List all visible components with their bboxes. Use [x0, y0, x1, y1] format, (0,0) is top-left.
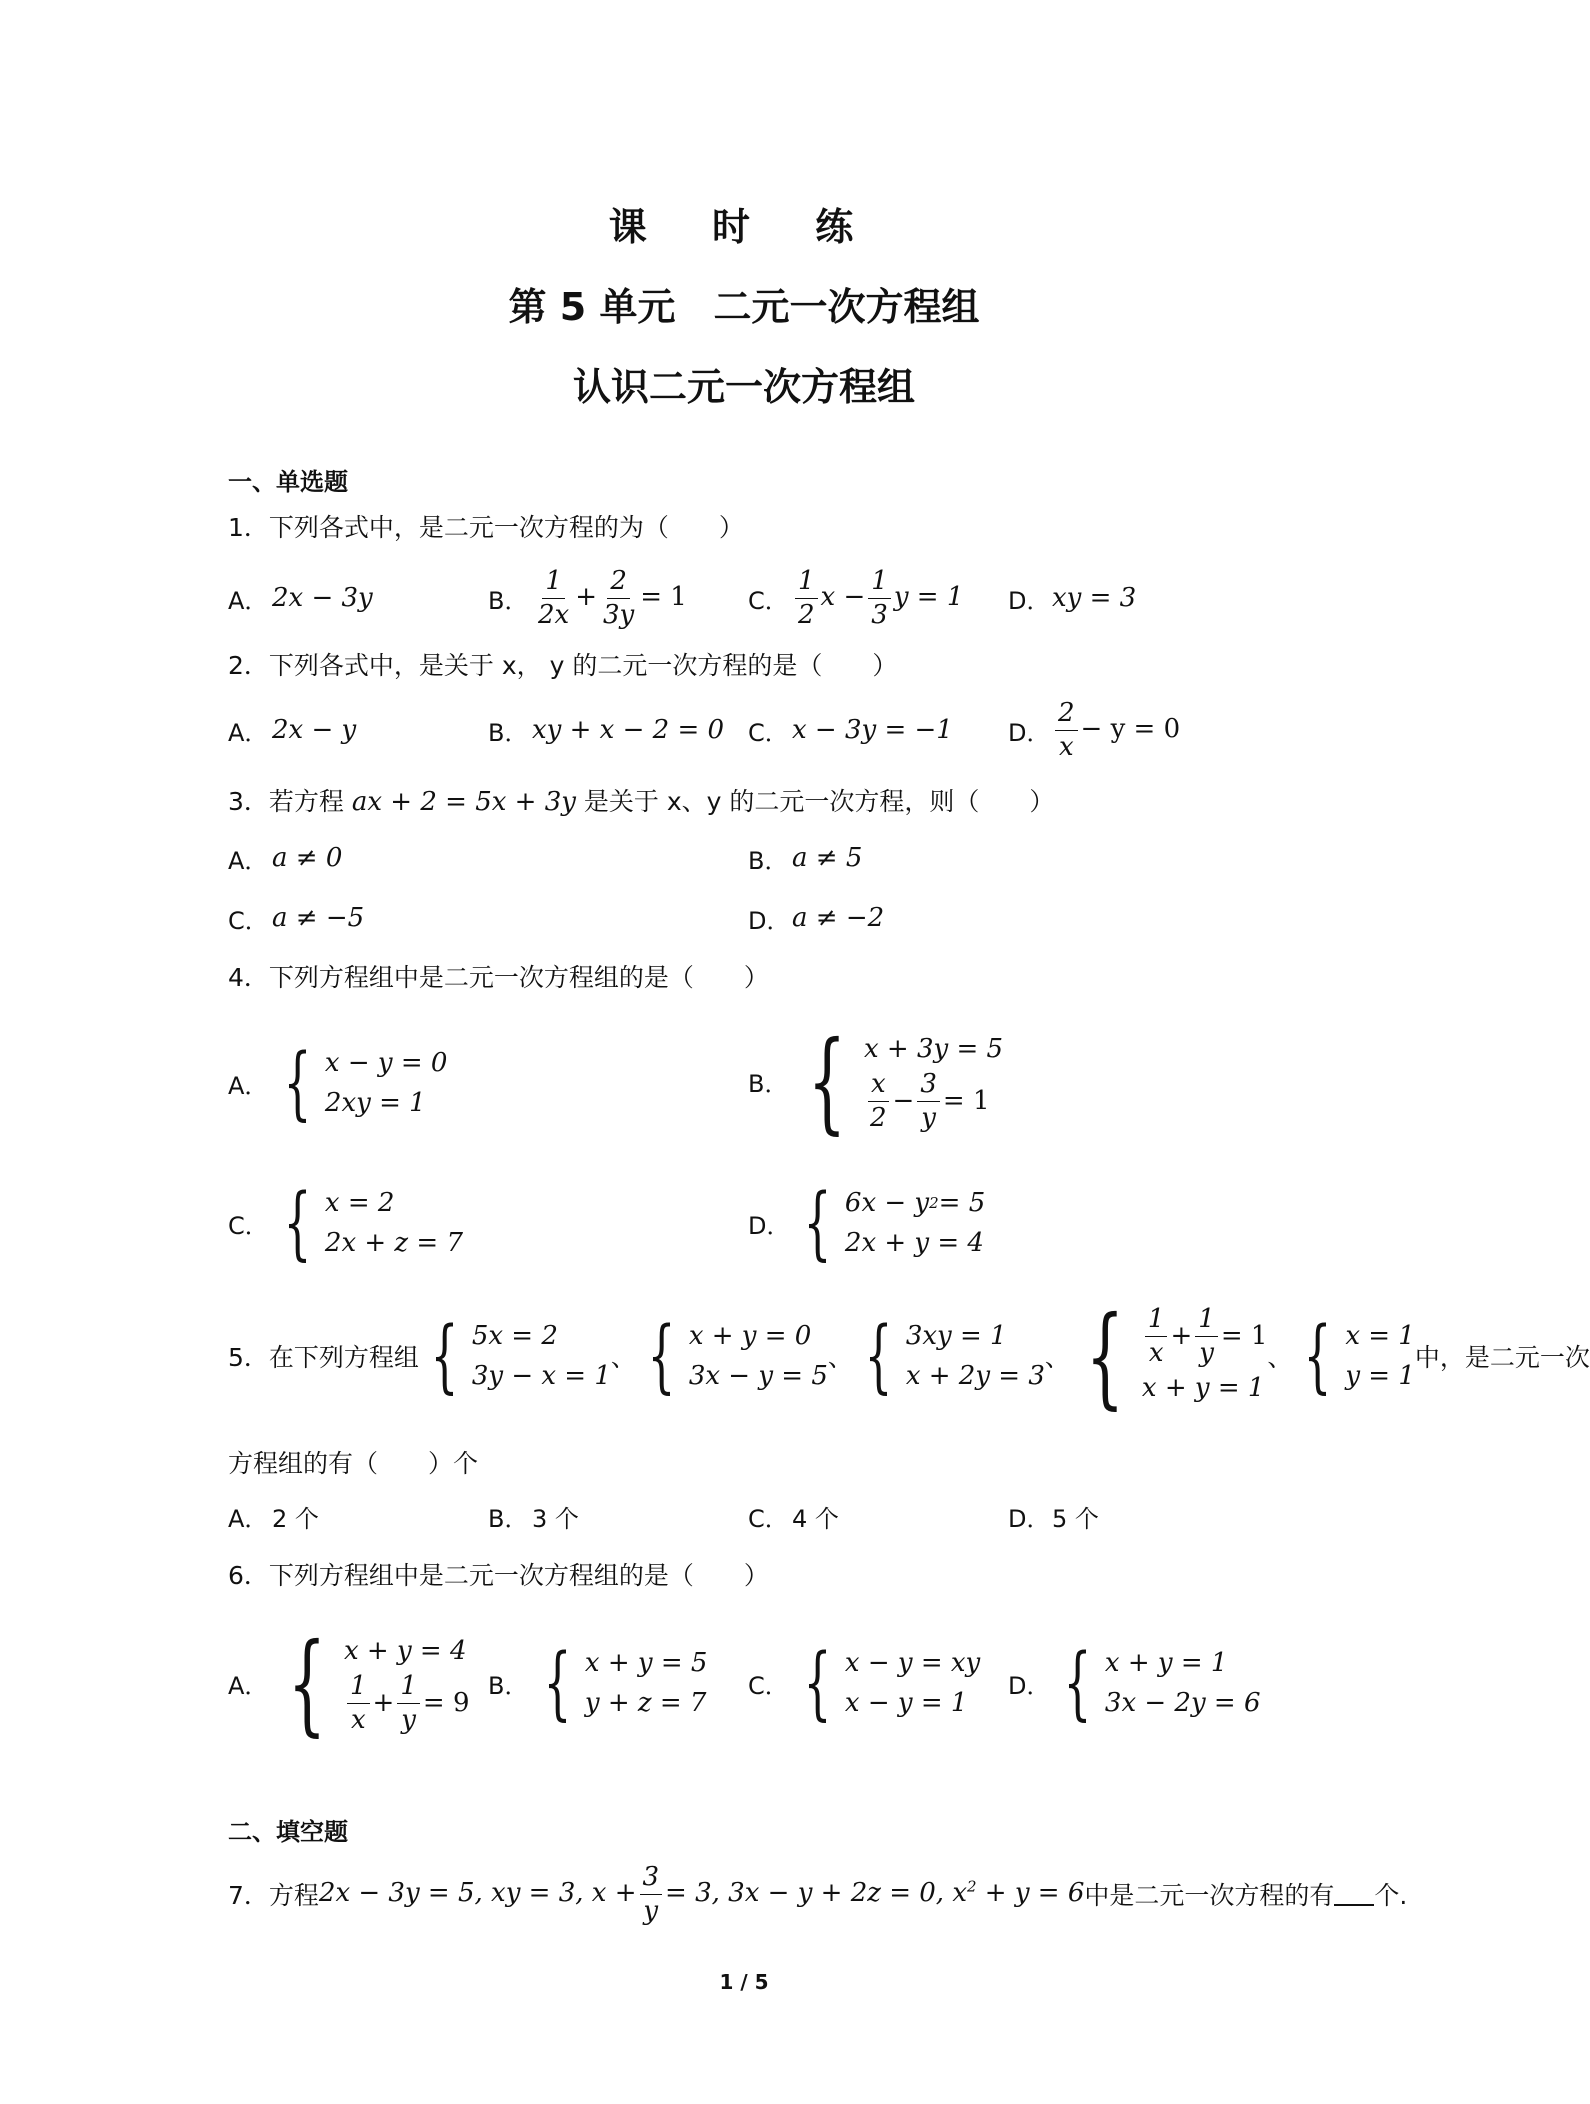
- option-label: C．: [228, 906, 269, 935]
- option-label: B．: [748, 1069, 789, 1098]
- question-5-stem-line2: 方程组的有（ ）个: [228, 1449, 479, 1478]
- option-label: C．: [748, 1504, 789, 1533]
- q5-b-text: 3 个: [532, 1504, 579, 1533]
- q1-option-a[interactable]: [228, 568, 373, 628]
- lesson-title: 认识二元一次方程组: [572, 365, 915, 409]
- option-label: D．: [748, 906, 791, 935]
- question-5-stem: 5．在下列方程组 { 5x = 2 3y − x = 1 、 { x + y = 0 3x − y = 5 、 { 3xy = 1 x + 2y = 3 、 { $\frac{1}{x}$ + $\frac{1}{y}$ = 1 x + y = 1 、 { x = 1 y = 1 中，是二元一次: [228, 1292, 1590, 1420]
- page-number: 1 / 5: [719, 1970, 769, 1994]
- question-7-stem: 7．方程 2x − 3y = 5, xy = 3, x + $\frac{3}{y}$ = 3, 3x − y + 2z = 0, $x^2 + y = 6$ 中是二元一次方程的有 个.: [228, 1861, 1408, 1926]
- q4-option-d[interactable]: D． { 6x − y 2 = 5 2x + y = 4: [748, 1176, 986, 1269]
- option-label: D．: [1008, 1671, 1051, 1700]
- q4-option-c[interactable]: C． { x = 2 2x + z = 7: [228, 1176, 463, 1269]
- q3-option-c[interactable]: [228, 898, 364, 938]
- option-label: C．: [748, 718, 789, 747]
- q1-option-d[interactable]: [1008, 568, 1136, 628]
- section-heading-single-choice: 一、单选题: [228, 468, 348, 496]
- option-label: A．: [228, 1504, 269, 1533]
- q3-option-d[interactable]: [748, 898, 884, 938]
- option-label: C．: [748, 1671, 789, 1700]
- q2-b-expression: xy + x − 2 = 0: [532, 715, 725, 745]
- q2-a-expression: 2x − y: [272, 715, 357, 745]
- unit-title: 第 5 单元 二元一次方程组: [508, 285, 980, 329]
- option-label: D．: [1008, 718, 1051, 747]
- option-label: A．: [228, 586, 269, 615]
- q3-option-a[interactable]: [228, 838, 342, 878]
- q3-option-b[interactable]: [748, 838, 862, 878]
- option-label: C．: [228, 1211, 269, 1240]
- option-label: D．: [1008, 586, 1051, 615]
- q3-b-expression: a ≠ 5: [792, 843, 863, 873]
- answer-blank[interactable]: [1334, 1882, 1374, 1906]
- q6-option-a[interactable]: A． { x + y = 4 $\frac{1}{x}$ + $\frac{1}{y}$ = 9: [228, 1619, 470, 1747]
- q5-a-text: 2 个: [272, 1504, 319, 1533]
- q6-option-c[interactable]: C． { x − y = xy x − y = 1: [748, 1636, 981, 1729]
- option-label: C．: [748, 586, 789, 615]
- q2-option-b[interactable]: [488, 700, 724, 760]
- option-label: B．: [488, 1504, 529, 1533]
- q5-option-b[interactable]: [488, 1496, 579, 1536]
- q2-option-a[interactable]: [228, 700, 356, 760]
- option-label: B．: [488, 586, 529, 615]
- q5-option-d[interactable]: [1008, 1496, 1099, 1536]
- q3-a-expression: a ≠ 0: [272, 843, 343, 873]
- q1-d-expression: xy = 3: [1052, 583, 1137, 613]
- q5-option-c[interactable]: [748, 1496, 839, 1536]
- question-4-stem: 4．下列方程组中是二元一次方程组的是（ ）: [228, 963, 769, 992]
- option-label: D．: [1008, 1504, 1051, 1533]
- q1-option-b[interactable]: B． $\frac{1}{2x}$ + $\frac{2}{3y}$ = 1: [488, 565, 687, 630]
- question-3-stem: 3．若方程 ax + 2 = 5x + 3y 是关于 x、y 的二元一次方程，则（ ）: [228, 787, 1055, 817]
- q1-option-c[interactable]: C． $\frac{1}{2}$ x − $\frac{1}{3}$ y = 1: [748, 565, 964, 630]
- option-label: B．: [488, 718, 529, 747]
- q4-option-b[interactable]: B． { x + 3y = 5 $\frac{x}{2}$ − $\frac{3}{y}$ = 1: [748, 1017, 1004, 1145]
- question-1-stem: 1．下列各式中，是二元一次方程的为（ ）: [228, 513, 744, 542]
- option-label: A．: [228, 846, 269, 875]
- option-label: B．: [748, 846, 789, 875]
- section-heading-fill-blank: 二、填空题: [228, 1818, 348, 1846]
- option-label: A．: [228, 1671, 269, 1700]
- q6-option-d[interactable]: D． { x + y = 1 3x − 2y = 6: [1008, 1636, 1261, 1729]
- question-2-stem: 2．下列各式中，是关于 x， y 的二元一次方程的是（ ）: [228, 651, 898, 680]
- page-title: 课 时 练: [608, 205, 880, 249]
- q6-option-b[interactable]: B． { x + y = 5 y + z = 7: [488, 1636, 708, 1729]
- q3-d-expression: a ≠ −2: [792, 903, 885, 933]
- option-label: B．: [488, 1671, 529, 1700]
- q1-a-expression: 2x − 3y: [272, 583, 373, 613]
- q5-option-a[interactable]: [228, 1496, 319, 1536]
- q2-option-c[interactable]: [748, 700, 953, 760]
- q2-c-expression: x − 3y = −1: [792, 715, 953, 745]
- q4-option-a[interactable]: A． { x − y = 0 2xy = 1: [228, 1036, 448, 1129]
- q2-option-d[interactable]: D． $\frac{2}{x}$ − y = 0: [1008, 697, 1181, 762]
- q5-d-text: 5 个: [1052, 1504, 1099, 1533]
- option-label: A．: [228, 718, 269, 747]
- option-label: D．: [748, 1211, 791, 1240]
- q5-c-text: 4 个: [792, 1504, 839, 1533]
- option-label: A．: [228, 1071, 269, 1100]
- question-6-stem: 6．下列方程组中是二元一次方程组的是（ ）: [228, 1561, 769, 1590]
- q3-c-expression: a ≠ −5: [272, 903, 365, 933]
